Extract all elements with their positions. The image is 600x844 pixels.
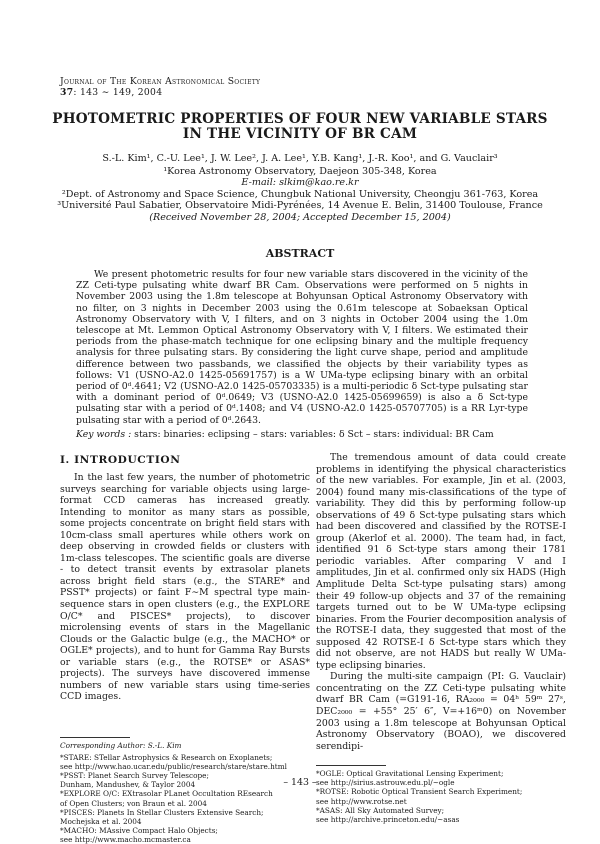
footnote-explore: *EXPLORE O/C: EXtrasolar PLanet Occultation REsearch [60, 789, 273, 799]
footnote-asas-url: see http://archive.princeton.edu/~asas [316, 814, 460, 824]
footnote-stare: *STARE: STellar Astrophysics & Research on Exoplanets; [60, 753, 273, 763]
left-column [60, 472, 310, 844]
journal-header [60, 76, 260, 98]
footnote-asas: *ASAS: All Sky Automated Survey; [316, 805, 445, 815]
footnote-ogle: *OGLE: Optical Gravitational Lensing Experiment; [316, 769, 504, 779]
author-names: S.-L. Kim¹, C.-U. Lee¹, J. W. Lee², J. A. Lee¹, Y.B. Kang¹, J.-R. Koo¹, and G. Vauclair³ [102, 153, 498, 164]
footnote-ogle-url: see http://sirius.astrouw.edu.pl/~ogle [316, 778, 455, 788]
footnote-rule [60, 737, 130, 738]
abstract-body [76, 269, 528, 426]
abstract-text: We present photometric results for four new variable stars discovered in the vicinity of the ZZ Ceti-type pulsating white dwarf BR Cam. Observations were performed on 5 nights in November 2003 using the 1.8m telescope at Bohyunsan Optical Astronomy Observatory with no filter, on 3 nights in December 2003 using the 0.61m telescope at Sobaeksan Optical Astronomy Observatory with V, I filters, and on 3 nights in October 2004 using the 1.0m telescope at Mt. Lemmon Optical Astronomy Observatory with V, I filters. We estimated their periods from the phase-match technique for one eclipsing binary and the multiple frequency analysis for three pulsating stars. By considering the light curve shape, period and amplitude difference between two passbands, we classified the objects by their variability types as follows: V1 (USNO-A2.0 1425-05691757) is a W UMa-type eclipsing binary with an orbital period of 0ᵈ.4641; V2 (USNO-A2.0 1425-05703335) is a multi-periodic δ Sct-type pulsating star with a dominant period of 0ᵈ.0649; V3 (USNO-A2.0 1425-05699659) is also a δ Sct-type pulsating star with a period of 0ᵈ.1408; and V4 (USNO-A2.0 1425-05707705) is a RR Lyr-type pulsating star with a period of 0ᵈ.2643. [76, 269, 528, 426]
affiliation-1: ¹Korea Astronomy Observatory, Daejeon 305-348, Korea [163, 165, 437, 177]
footnote-stare-url: see http://www.hao.ucar.edu/public/research/stare/stare.html [60, 762, 287, 772]
author-email: E-mail: slkim@kao.re.kr [241, 177, 359, 188]
page-number: – 143 – [283, 777, 317, 788]
right-column [316, 452, 566, 824]
keywords-text: stars: binaries: eclipsing – stars: variables: δ Sct – stars: individual: BR Cam [131, 429, 494, 440]
abstract-heading: ABSTRACT [265, 247, 335, 260]
title-line-2: IN THE VICINITY OF BR CAM [182, 125, 418, 142]
title-line-1: PHOTOMETRIC PROPERTIES OF FOUR NEW VARIABLE STARS [52, 111, 548, 127]
keywords-label: Key words : [76, 429, 132, 440]
footnote-pisces-ref: Mochejska et al. 2004 [60, 816, 142, 826]
footnote-explore-ref: of Open Clusters; von Braun et al. 2004 [60, 798, 207, 808]
footnote-psst-ref: Dunham, Mandushev, & Taylor 2004 [60, 780, 196, 790]
footnote-rotse: *ROTSE: Robotic Optical Transient Search Experiment; [316, 787, 523, 797]
intro-paragraph-1: In the last few years, the number of photometric surveys searching for variable objects using large-format CCD cameras has increased greatly. Intending to monitor as many stars as possible, some projects concentrate on bright field stars with 10cm-class small apertures while others work on deep observing in crowded fields or clusters with 1m-class telescopes. The scientific goals are diverse - to detect transit events by extrasolar planets across bright field stars (e.g., the STARE* and PSST* projects) or faint F∼M spectral type main-sequence stars in open clusters (e.g., the EXPLORE O/C* and PISCES* projects), to discover microlensing events of stars in the Magellanic Clouds or the Galactic bulge (e.g., the MACHO* or OGLE* projects), and to hunt for Gamma Ray Bursts or variable stars (e.g., the ROTSE* or ASAS* projects). The surveys have discovered immense numbers of new variable stars using time-series CCD images. [60, 472, 310, 703]
footnote-rule [316, 765, 386, 766]
journal-name: Journal of The Korean Astronomical Society [60, 76, 261, 87]
footnotes-left [60, 737, 310, 844]
paper-title [40, 112, 560, 141]
section-heading-introduction: I. INTRODUCTION [60, 454, 181, 466]
footnote-macho: *MACHO: MAssive Compact Halo Objects; [60, 825, 218, 835]
affiliation-3: ³Université Paul Sabatier, Observatoire Midi-Pyrénées, 14 Avenue E. Belin, 31400 Toulouse, France [57, 200, 543, 211]
footnote-pisces: *PISCES: Planets In Stellar Clusters Extensive Search; [60, 807, 264, 817]
footnote-psst: *PSST: Planet Search Survey Telescope; [60, 771, 209, 781]
footnote-rotse-url: see http://www.rotse.net [316, 796, 407, 806]
footnotes-right [316, 765, 566, 824]
intro-paragraph-2: The tremendous amount of data could create problems in identifying the physical characteristics of the new variables. For example, Jin et al. (2003, 2004) found many mis-classifications of the type of variability. They did this by performing follow-up observations of 49 δ Sct-type pulsating stars which had been discovered and classified by the ROTSE-I group (Akerlof et al. 2000). The team had, in fact, identified 91 δ Sct-type stars among their 1781 periodic variables. After comparing V and I amplitudes, Jin et al. confirmed only six HADS (High Amplitude Delta Sct-type pulsating stars) among their 49 follow-up objects and 37 of the remaining targets turned out to be W UMa-type eclipsing binaries. From the Fourier decomposition analysis of the ROTSE-I data, they suggested that most of the supposed 42 ROTSE-I δ Sct-type stars which they did not observe, are not HADS but really W UMa-type eclipsing binaries. [316, 452, 566, 671]
footnote-macho-url: see http://www.macho.mcmaster.ca [60, 834, 191, 844]
intro-paragraph-3: During the multi-site campaign (PI: G. Vauclair) concentrating on the ZZ Ceti-type pulsating white dwarf BR Cam (=G191-16, RA₂₀₀₀ = 04ʰ 59ᵐ 27ˢ, DEC₂₀₀₀ = +55° 25′ 6″, V=+16ᵐ0) on November 2003 using a 1.8m telescope at Bohyunsan Optical Astronomy Observatory (BOAO), we discovered serendipi- [316, 671, 566, 752]
received-date: (Received November 28, 2004; Accepted December 15, 2004) [149, 211, 451, 223]
keywords [76, 429, 528, 440]
author-block [40, 153, 560, 223]
journal-volume: 37: 143 ∼ 149, 2004 [60, 87, 163, 98]
corresponding-author: Corresponding Author: S.-L. Kim [60, 740, 182, 750]
affiliation-2: ²Dept. of Astronomy and Space Science, Chungbuk National University, Cheongju 361-763, Korea [61, 188, 539, 200]
